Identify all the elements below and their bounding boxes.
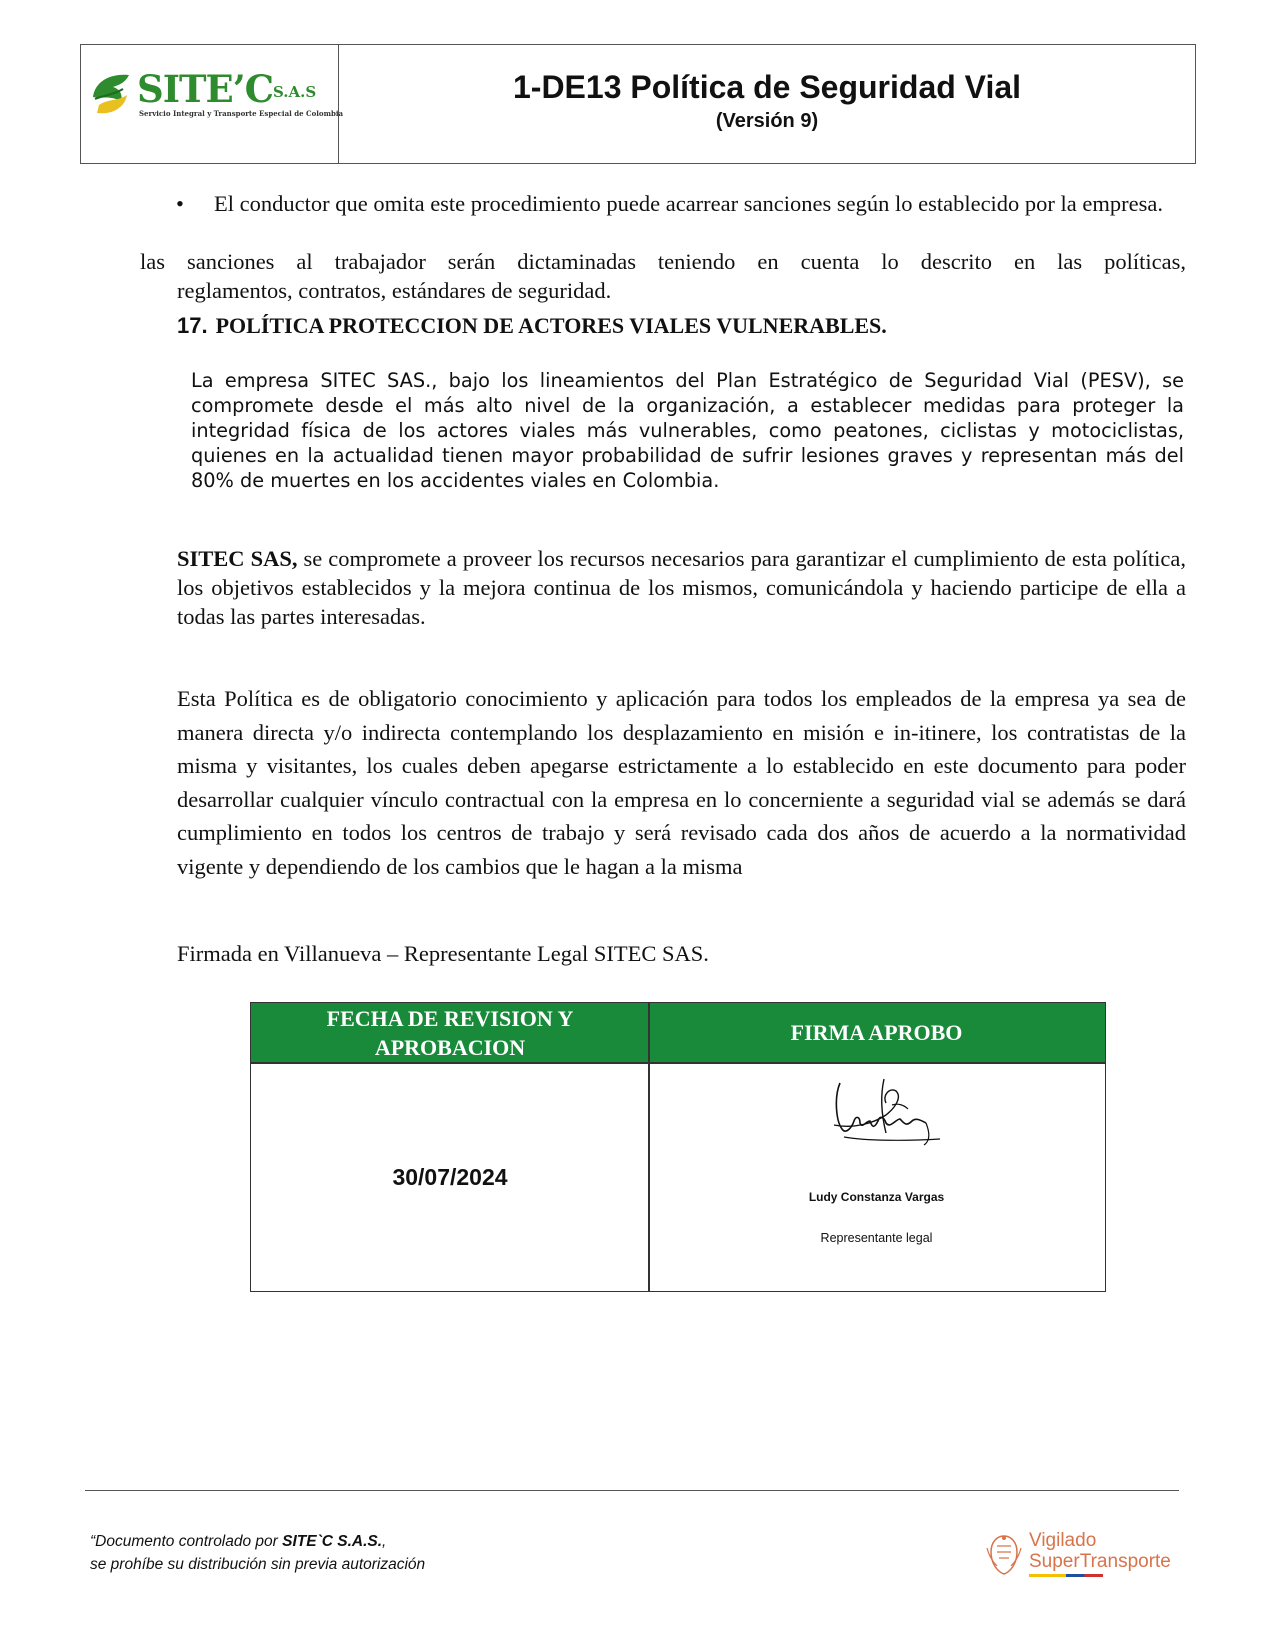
header-date-cell bbox=[251, 1003, 649, 1062]
bullet-icon: • bbox=[176, 191, 184, 216]
signed-line: Firmada en Villanueva – Representante Legal SITEC SAS. bbox=[177, 941, 709, 966]
logo-text: SITE’C bbox=[137, 67, 274, 111]
company-logo bbox=[81, 45, 344, 163]
title-cell bbox=[339, 45, 1195, 163]
footer-note-suffix: , bbox=[382, 1533, 387, 1550]
signature-mark bbox=[826, 1077, 946, 1157]
section-title: POLÍTICA PROTECCION DE ACTORES VIALES VULNERABLES. bbox=[215, 313, 887, 338]
vigilado-badge bbox=[985, 1530, 1185, 1578]
signer-name: Ludy Constanza Vargas bbox=[808, 1190, 945, 1204]
vigilado-line-2: SuperTransporte bbox=[1029, 1551, 1171, 1572]
header-date-label: FECHA DE REVISION Y APROBACION bbox=[326, 1005, 574, 1060]
logo-leaf-icon bbox=[89, 71, 139, 117]
scope-paragraph: Esta Política es de obligatorio conocimiento y aplicación para todos los empleados de la empresa ya sea de manera directa y/o indirecta contemplando los desplazamiento en misión e in-itinere, los contratistas de la misma y visitantes, los cuales deben apegarse estrictamente a lo establecido en este documento para poder desarrollar cualquier vínculo contractual con la empresa en lo concerniente a seguridad vial se además se dará cumplimiento en todos los centros de trabajo y será revisado cada dos años de acuerdo a la normatividad vigente y dependiendo de los cambios que le hagan a la misma bbox=[177, 686, 1186, 879]
document-header bbox=[80, 44, 1196, 164]
policy-paragraph: La empresa SITEC SAS., bajo los lineamientos del Plan Estratégico de Seguridad Vial (PESV), se compromete desde el más alto nivel de la organización, a establecer medidas para proteger la integridad física de los actores viales más vulnerables, como peatones, ciclistas y motociclistas, quienes en la actualidad tienen mayor probabilidad de sufrir lesiones graves y representan más del 80% de muertes en los accidentes viales en Colombia. bbox=[191, 369, 1184, 492]
document-version: (Versión 9) bbox=[715, 110, 819, 132]
sanctions-line-1: las sanciones al trabajador serán dictaminadas teniendo en cuenta lo descrito en las políticas, bbox=[140, 249, 1186, 274]
footer-note-company: SITE`C S.A.S. bbox=[282, 1533, 383, 1550]
approval-date: 30/07/2024 bbox=[392, 1163, 508, 1190]
logo-tagline: Servicio Integral y Transporte Especial de Colombia bbox=[139, 109, 344, 118]
sanctions-paragraph bbox=[140, 247, 1186, 305]
footer-divider bbox=[85, 1490, 1179, 1491]
section-heading bbox=[177, 313, 887, 339]
document-title: 1-DE13 Política de Seguridad Vial bbox=[512, 69, 1022, 105]
approval-date-cell bbox=[251, 1063, 649, 1291]
flag-stripe bbox=[1029, 1574, 1103, 1577]
vigilado-line-1: Vigilado bbox=[1029, 1530, 1097, 1551]
bullet-text: El conductor que omita este procedimiento puede acarrear sanciones según lo establecido por la empresa. bbox=[214, 191, 1163, 216]
footer-note-prefix: “Documento controlado por bbox=[90, 1533, 283, 1550]
logo-suffix: S.A.S bbox=[273, 83, 317, 101]
footer-note bbox=[90, 1530, 425, 1576]
footer-note-line-1 bbox=[90, 1530, 425, 1553]
header-sign-label: FIRMA APROBO bbox=[790, 1020, 963, 1045]
commitment-lead: SITEC SAS, bbox=[177, 546, 298, 571]
colombia-seal-icon bbox=[985, 1532, 1023, 1576]
signer-role: Representante legal bbox=[820, 1231, 933, 1245]
footer-note-line-2: se prohíbe su distribución sin previa autorización bbox=[90, 1556, 426, 1573]
sanctions-line-2: reglamentos, contratos, estándares de seguridad. bbox=[177, 278, 612, 303]
header-sign-cell bbox=[649, 1003, 1104, 1062]
approval-table bbox=[250, 1002, 1106, 1292]
commitment-text: se compromete a proveer los recursos necesarios para garantizar el cumplimiento de esta política, los objetivos establecidos y la mejora continua de los mismos, comunicándola y haciendo participe de ella a todas las partes interesadas. bbox=[177, 546, 1187, 629]
commitment-paragraph bbox=[177, 544, 1186, 631]
section-number: 17. bbox=[177, 313, 208, 338]
